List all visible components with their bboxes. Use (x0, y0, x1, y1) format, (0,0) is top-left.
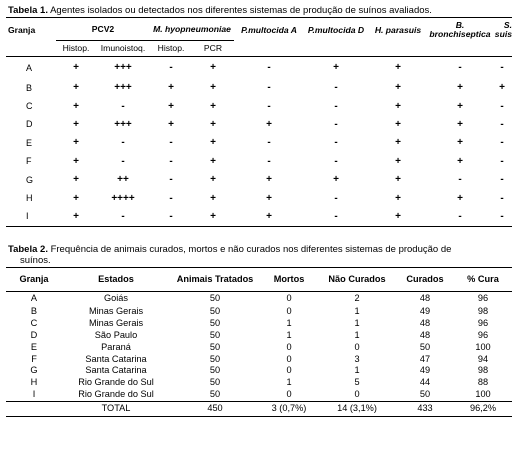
table1-cell: - (500, 192, 504, 204)
table1-cell: - (169, 137, 173, 149)
table2-cell: H (30, 377, 38, 388)
table2-cell: 0 (354, 341, 360, 352)
table-row (6, 97, 512, 115)
table1-cell: +++ (114, 82, 132, 94)
table2-cell: E (30, 341, 38, 352)
table1-cell: - (334, 192, 338, 204)
table2-header-curados: Curados (396, 268, 454, 292)
table1-cell: - (334, 155, 338, 167)
table2-total-cell: 433 (396, 401, 454, 416)
table2-cell: 100 (475, 341, 491, 352)
table1-cell: + (210, 62, 216, 73)
table1-cell: - (334, 82, 338, 94)
table2-caption-label: Tabela 2. (8, 244, 48, 255)
table1-cell: - (428, 207, 492, 226)
table1-subheader-histop-2: Histop. (150, 40, 192, 56)
table2-cell: 98 (477, 305, 489, 316)
table1-cell: H (26, 193, 33, 204)
table1-subheader-pcr: PCR (192, 40, 234, 56)
table2 (6, 268, 512, 417)
table2-header-nao-curados: Não Curados (318, 268, 396, 292)
table1-cell: - (334, 118, 338, 130)
table2-cell: C (30, 317, 38, 328)
table1-cell: - (500, 155, 504, 167)
table-row (6, 115, 512, 133)
table1-cell: + (168, 118, 174, 130)
table1-cell: + (499, 82, 505, 94)
table1-cell: + (457, 118, 463, 130)
table1-cell: + (192, 207, 234, 226)
table2-cell: 50 (209, 353, 221, 364)
table-row (6, 377, 512, 389)
table1-header-m-hyopneumoniae: M. hyopneumoniae (153, 24, 231, 35)
table2-cell: 50 (209, 389, 221, 400)
table2-cell: 0 (286, 389, 292, 400)
table2-cell: 0 (286, 365, 292, 376)
table1-cell: + (73, 62, 79, 73)
table2-cell: 0 (354, 389, 360, 400)
table2-cell: 0 (286, 353, 292, 364)
table1-cell: ++ (117, 174, 129, 186)
table-row (6, 353, 512, 365)
table1-cell: - (492, 207, 512, 226)
table1-cell: + (457, 82, 463, 94)
table1-cell: F (26, 156, 32, 167)
table1-cell: + (395, 62, 401, 73)
table2-cell: 50 (209, 365, 221, 376)
table2-cell: 1 (354, 305, 360, 316)
table1-cell: - (267, 155, 271, 167)
table2-caption-line1: Frequência de animais curados, mortos e não curados nos diferentes sistemas de produção de (47, 244, 452, 255)
table2-caption (8, 244, 514, 266)
table1-header-granja: Granja (8, 24, 36, 35)
table2-cell: 49 (419, 305, 431, 316)
table2-cell: 50 (209, 293, 221, 304)
table2-cell: 1 (286, 329, 292, 340)
table2-cell: Santa Catarina (85, 365, 147, 376)
table1-cell: - (304, 207, 368, 226)
table1-header-pcv2: PCV2 (91, 24, 115, 35)
table1-cell: + (395, 100, 401, 112)
table1-cell: + (266, 174, 272, 186)
table1-caption (8, 5, 432, 16)
table1-cell: - (267, 100, 271, 112)
table1-cell: + (73, 174, 79, 186)
table1-cell: - (334, 137, 338, 149)
table1-cell: - (458, 62, 462, 73)
table2-cell: 0 (286, 293, 292, 304)
table1-cell: - (169, 62, 173, 73)
table2-cell: 44 (419, 377, 431, 388)
table2-cell: B (30, 305, 38, 316)
table1-header-s-suis: S. suis (494, 20, 512, 39)
table1-cell: + (210, 118, 216, 130)
table2-total-cell: 96,2% (454, 401, 512, 416)
table2-cell: 48 (419, 317, 431, 328)
table2-cell: 96 (477, 329, 489, 340)
table2-cell: G (30, 365, 38, 376)
table1-cell: - (267, 62, 271, 73)
table2-header-mortos: Mortos (260, 268, 318, 292)
table1-cell: + (73, 118, 79, 130)
table1-header-p-multocida-d: P.multocida D (307, 24, 365, 35)
table1-caption-label: Tabela 1. (8, 5, 48, 16)
table1-cell: C (26, 101, 33, 112)
table1-cell: + (56, 207, 96, 226)
table2-cell: 48 (419, 293, 431, 304)
table2-header-animais-tratados: Animais Tratados (170, 268, 260, 292)
table1-cell: - (500, 100, 504, 112)
table1-header-p-multocida-a: P.multocida A (241, 24, 297, 35)
table1-cell: - (500, 137, 504, 149)
table1-cell: + (210, 155, 216, 167)
table1-header-h-parasuis: H. parasuis (374, 24, 422, 35)
table1-cell: + (210, 137, 216, 149)
table1-cell: E (26, 137, 33, 148)
table1-cell: + (168, 82, 174, 94)
table-row (6, 329, 512, 341)
table1-subheader-histop: Histop. (56, 40, 96, 56)
table2-cell: São Paulo (94, 329, 138, 340)
table2-cell: 48 (419, 329, 431, 340)
table1-cell: - (267, 137, 271, 149)
table1-cell: + (266, 118, 272, 130)
table1-subheader-imunoistoq: Imunoistoq. (96, 40, 150, 56)
table2-total-cell (6, 401, 62, 416)
table1-cell: I (6, 207, 56, 226)
table1-cell: +++ (114, 118, 132, 130)
table1-cell: + (395, 118, 401, 130)
table2-total-cell: 450 (170, 401, 260, 416)
table1-cell: + (73, 155, 79, 167)
table2-total-cell: 14 (3,1%) (318, 401, 396, 416)
table2-cell: 1 (354, 365, 360, 376)
table2-cell: F (31, 353, 37, 364)
table2-cell: Paraná (101, 341, 131, 352)
table-row (6, 365, 512, 377)
table1-cell: - (500, 118, 504, 130)
table1-cell: - (121, 155, 125, 167)
table2-cell: Rio Grande do Sul (78, 377, 154, 388)
table1-cell: - (500, 62, 504, 73)
table2-cell: 100 (475, 389, 491, 400)
table-row (6, 79, 512, 97)
table2-cell: Goiás (103, 293, 128, 304)
table2-cell: Santa Catarina (85, 353, 147, 364)
table1-cell: D (26, 119, 33, 130)
table2-cell: 50 (209, 305, 221, 316)
table1-cell: + (457, 155, 463, 167)
table1-top-rule (6, 17, 512, 18)
table2-cell: 47 (419, 353, 431, 364)
table1-cell: - (267, 82, 271, 94)
table1-cell: - (169, 155, 173, 167)
table2-cell: 88 (477, 377, 489, 388)
table1-cell: + (333, 174, 339, 186)
table1-cell: + (395, 137, 401, 149)
table-row (6, 57, 512, 79)
table1-cell: - (150, 207, 192, 226)
table2-cell: 5 (354, 377, 360, 388)
table1-cell: G (26, 174, 34, 185)
table1-cell: + (333, 62, 339, 73)
table1-cell: - (121, 100, 125, 112)
table2-cell: 96 (477, 293, 489, 304)
table2-total-label: TOTAL (62, 401, 170, 416)
table1-cell: + (234, 207, 304, 226)
table2-cell: 49 (419, 365, 431, 376)
table1-cell: + (368, 207, 428, 226)
table2-total-cell: 3 (0,7%) (260, 401, 318, 416)
table1-cell: +++ (114, 62, 132, 73)
table1-cell: + (73, 137, 79, 149)
table1-cell: - (169, 192, 173, 204)
table-row (6, 152, 512, 170)
table-row (6, 134, 512, 152)
table2-cell: 50 (209, 377, 221, 388)
table1-cell: - (169, 174, 173, 186)
table2-header-row (6, 268, 512, 292)
table-row (6, 207, 512, 226)
table2-cell: I (32, 389, 36, 400)
table1-cell: - (121, 137, 125, 149)
table1-cell: + (210, 100, 216, 112)
table-row (6, 170, 512, 188)
table2-cell: Minas Gerais (88, 305, 144, 316)
table-row (6, 189, 512, 207)
table1-cell: - (458, 174, 462, 186)
table2-cell: 50 (419, 341, 431, 352)
table1-cell: + (210, 82, 216, 94)
table-row (6, 317, 512, 329)
table1-cell: + (168, 100, 174, 112)
table2-cell: 50 (419, 389, 431, 400)
table1-cell: + (73, 82, 79, 94)
table2-cell: 0 (286, 341, 292, 352)
table1-cell: - (334, 100, 338, 112)
table1-cell: B (26, 82, 33, 93)
table-row (6, 292, 512, 306)
table2-cell: 98 (477, 365, 489, 376)
table1-cell: + (210, 192, 216, 204)
table2-cell: Minas Gerais (88, 317, 144, 328)
table1-caption-text: Agentes isolados ou detectados nos diferentes sistemas de produção de suínos avaliados. (47, 5, 432, 16)
table2-header-granja: Granja (6, 268, 62, 292)
table-row (6, 306, 512, 318)
table1-cell: + (395, 192, 401, 204)
table2-cell: 1 (354, 317, 360, 328)
table1-cell: + (73, 100, 79, 112)
table-row (6, 341, 512, 353)
table1-cell: - (500, 174, 504, 186)
table2-cell: 0 (286, 305, 292, 316)
table2-header-percent-cura: % Cura (454, 268, 512, 292)
table1 (6, 20, 512, 227)
table1-header-b-bronchiseptica: B. bronchiseptica (429, 20, 491, 39)
table2-cell: 1 (286, 317, 292, 328)
table2-cell: D (30, 329, 38, 340)
table1-cell: A (26, 62, 33, 73)
table2-header-estados: Estados (62, 268, 170, 292)
table1-cell: - (96, 207, 150, 226)
table1-cell: ++++ (111, 192, 135, 204)
table2-cell: 50 (209, 329, 221, 340)
table1-subheader-row (6, 40, 512, 56)
table1-cell: + (266, 192, 272, 204)
table1-header-row (6, 20, 512, 40)
table-row (6, 389, 512, 401)
table2-cell: 1 (286, 377, 292, 388)
table1-cell: + (395, 155, 401, 167)
table1-cell: + (73, 192, 79, 204)
table1-cell: + (210, 174, 216, 186)
table2-cell: 1 (354, 329, 360, 340)
table2-cell: 50 (209, 341, 221, 352)
table1-cell: + (395, 82, 401, 94)
table2-cell: 50 (209, 317, 221, 328)
table1-cell: + (457, 137, 463, 149)
table2-cell: 94 (477, 353, 489, 364)
table2-cell: Rio Grande do Sul (78, 389, 154, 400)
table2-cell: A (30, 293, 38, 304)
table2-cell: 96 (477, 317, 489, 328)
table2-cell: 3 (354, 353, 360, 364)
table2-caption-line2: suínos. (20, 255, 51, 266)
table1-cell: + (395, 174, 401, 186)
table2-cell: 2 (354, 293, 360, 304)
table2-total-row (6, 401, 512, 416)
table1-cell: + (457, 100, 463, 112)
table1-cell: + (457, 192, 463, 204)
